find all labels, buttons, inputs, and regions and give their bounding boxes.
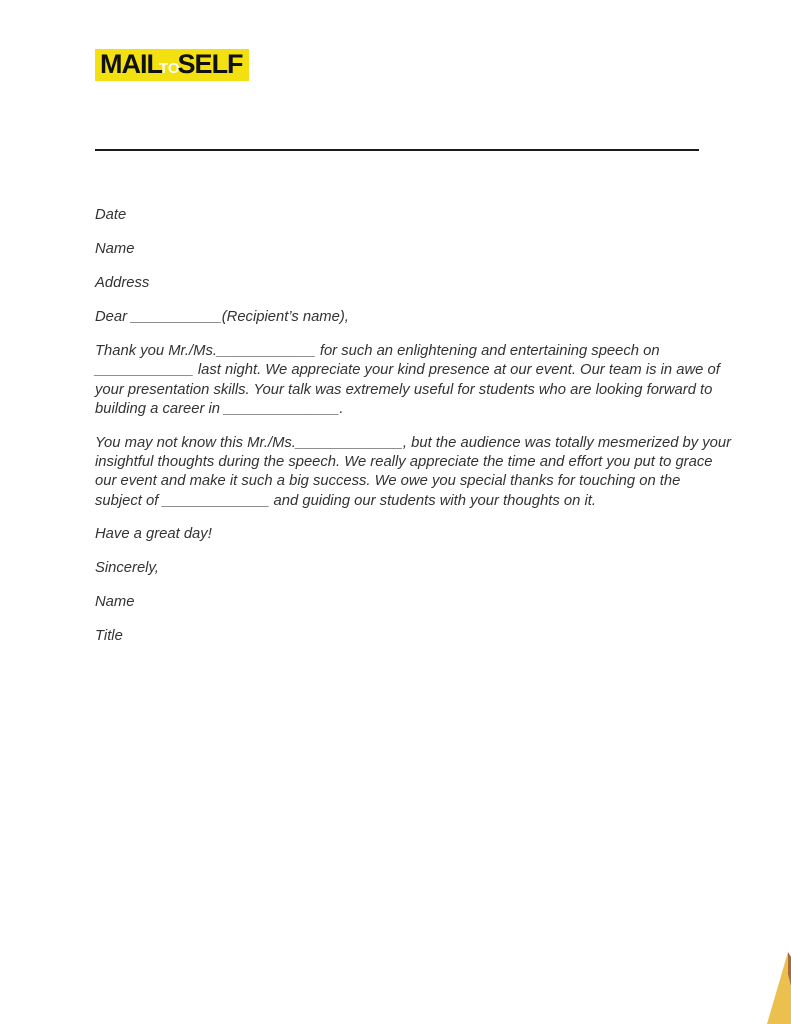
date-placeholder-line: Date	[95, 207, 127, 223]
name-placeholder-line: Name	[95, 241, 135, 257]
body-paragraph-1	[95, 342, 720, 420]
signature-name-line: Name	[95, 594, 135, 611]
logo-mail-text: MAIL	[100, 49, 162, 79]
mail-to-self-logo	[95, 49, 249, 81]
address-placeholder-line: Address	[95, 275, 150, 291]
paragraph-line: Thank you Mr./Ms.____________ for such an enlightening and entertaining speech on	[95, 343, 660, 359]
corner-wedge-shape	[767, 952, 791, 1024]
body-paragraph-2	[95, 434, 732, 512]
paragraph-line: ____________ last night. We appreciate your kind presence at our event. Our team is in awe of	[95, 362, 720, 379]
logo-self-text: SELF	[177, 49, 243, 79]
corner-decoration	[767, 952, 791, 1024]
paragraph-line: building a career in ______________.	[95, 401, 344, 418]
logo-to-text: TO	[158, 60, 180, 77]
letter-content	[95, 0, 732, 661]
closing-line: Have a great day!	[95, 526, 212, 543]
paragraph-line: insightful thoughts during the speech. We really appreciate the time and effort you put to grace	[95, 454, 713, 471]
paragraph-line: your presentation skills. Your talk was extremely useful for students who are looking forward to	[95, 381, 713, 398]
paragraph-line: our event and make it such a big success. We owe you special thanks for touching on the	[95, 473, 681, 490]
header-divider	[95, 149, 699, 151]
letter-body	[95, 206, 732, 646]
signoff-line: Sincerely,	[95, 560, 159, 577]
paragraph-line: subject of _____________ and guiding our students with your thoughts on it.	[95, 492, 596, 509]
paragraph-line: You may not know this Mr./Ms._____________, but the audience was totally mesmerized by your	[95, 434, 732, 451]
signature-title-line: Title	[95, 628, 123, 645]
salutation-line: Dear ___________(Recipient’s name),	[95, 309, 349, 325]
